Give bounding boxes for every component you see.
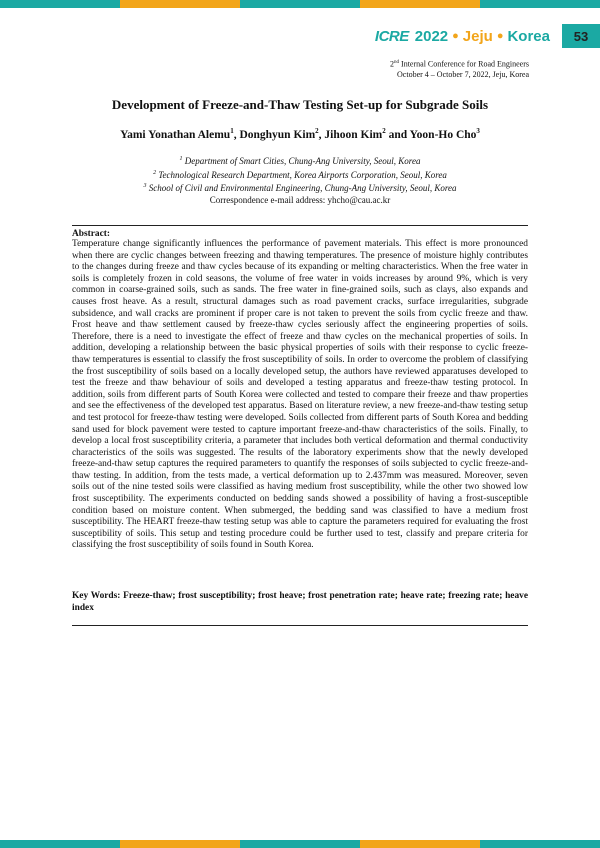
affiliations	[0, 154, 600, 206]
conference-logo	[375, 28, 550, 45]
abstract-text: Temperature change significantly influences the performance of pavement materials. This effect is more pronounced when there are cyclic changes between freezing and thawing temperatures. The presence of moisture highly contributes to the changes during freeze and thaw cycles because of its expanding or melting characteristics. When the free water in soils is completely frozen in cold seasons, the volume of free water in voids increases by around 9%, which is very common in coarse-grained soils, such as sands. The free water in fine-grained soils, such as clays, also expands and causes frost heave. As a result, structural damages such as road pavement cracks, surface irregularities, subgrade subsidence, and wall cracks are prominent if proper care is not taken to prevent the soils from cyclic freeze and thaw. Frost heave and thaw settlement caused by freeze-thaw cycles seriously affect the engineering properties of soils. Therefore, there is a need to investigate the effect of freeze and thaw cycles on the mechanical properties of soils. In addition, developing a relationship between the basic physical properties of soils with their response to cyclic freeze-thaw temperatures is essential to classify the frost susceptibility of soils. In order to overcome the problem of classifying the frost susceptibility of soils based on a locally developed setup, the authors have reviewed apparatuses developed to test the freeze and thaw behaviour of soils and developed a testing apparatus and freeze-thaw testing protocol. In addition, soils from different parts of South Korea were collected and tested to compare their freeze and thaw properties and see the effectiveness of the developed test apparatus. Based on literature review, a new freeze-and-thaw testing setup and test protocol for freeze-thaw testing were developed. Soils collected from different parts of South Korea and bedding sand used for block pavement were tested to capture important freeze-and-thaw characteristics of the soils. Finally, to develop a local frost susceptibility criteria, a parameter that includes both vertical deformation and thermal conductivity characteristics of the soils was suggested. The results of the laboratory experiments show that the newly developed freeze-and-thaw setup captures the required parameters to quantify the responses of soils subjected to cyclic freeze-and-thaw testing. In addition, from the tests made, a vertical deformation up to 2.437mm was measured. Moreover, seven soils out of the nine tested soils were classified as having medium frost susceptibility, while the other two showed low frost susceptibility. The experiments conducted on bedding sands showed a possibility of having a frost-susceptible condition based on moisture content. When submerged, the bedding sand was classified to have a medium frost susceptibility. The HEART freeze-thaw testing setup was able to capture the parameters required for evaluating the frost susceptibility of soils. This setup and testing procedure could be further used to test, classify and prepare criteria for classifying the frost susceptibility of soils found in South Korea.	[72, 239, 528, 551]
logo-city: Jeju	[462, 27, 493, 45]
correspondence-email: Correspondence e-mail address: yhcho@cau.ac.kr	[209, 194, 391, 205]
keywords: Key Words: Freeze-thaw; frost susceptibility; frost heave; frost penetration rate; heave rate; freezing rate; heave index	[72, 591, 528, 613]
logo-country: Korea	[507, 27, 550, 45]
abstract-heading: Abstract:	[72, 229, 111, 239]
author-name: Yami Yonathan Alemu	[120, 128, 231, 141]
conference-info	[390, 58, 529, 80]
author-list: Yami Yonathan Alemu$^1$, Donghyun Kim$^2$, Jihoon Kim$^2$ and Yoon-Ho Cho$^3$	[120, 127, 480, 141]
section-divider	[72, 225, 528, 226]
logo-dot-icon: ●	[496, 30, 504, 42]
conference-badge	[375, 24, 600, 48]
logo-dot-icon: ●	[452, 30, 459, 42]
conference-name: 2nd Internal Conference for Road Engineers	[390, 59, 529, 69]
logo-year: 2022	[414, 27, 449, 45]
top-color-stripe	[0, 0, 600, 8]
affiliation-item: $^2$ Technological Research Department, Korea Airports Corporation, Seoul, Korea	[153, 169, 447, 180]
paper-title: Development of Freeze-and-Thaw Testing Set-up for Subgrade Soils	[111, 97, 489, 112]
author-name: Yoon-Ho Cho	[409, 128, 477, 141]
author-name: Jihoon Kim	[324, 128, 383, 141]
conference-dates: October 4 – October 7, 2022, Jeju, Korea	[397, 69, 529, 79]
icre-logo-mark: ICRE	[374, 27, 409, 45]
bottom-color-stripe	[0, 840, 600, 848]
affiliation-item: $^1$ Department of Smart Cities, Chung-Ang University, Seoul, Korea	[179, 156, 421, 166]
section-divider	[72, 625, 528, 626]
author-name: Donghyun Kim	[239, 128, 316, 141]
page-number: 53	[562, 24, 600, 48]
affiliation-item: $^3$ School of Civil and Environmental Engineering, Chung-Ang University, Seoul, Korea	[143, 183, 457, 193]
